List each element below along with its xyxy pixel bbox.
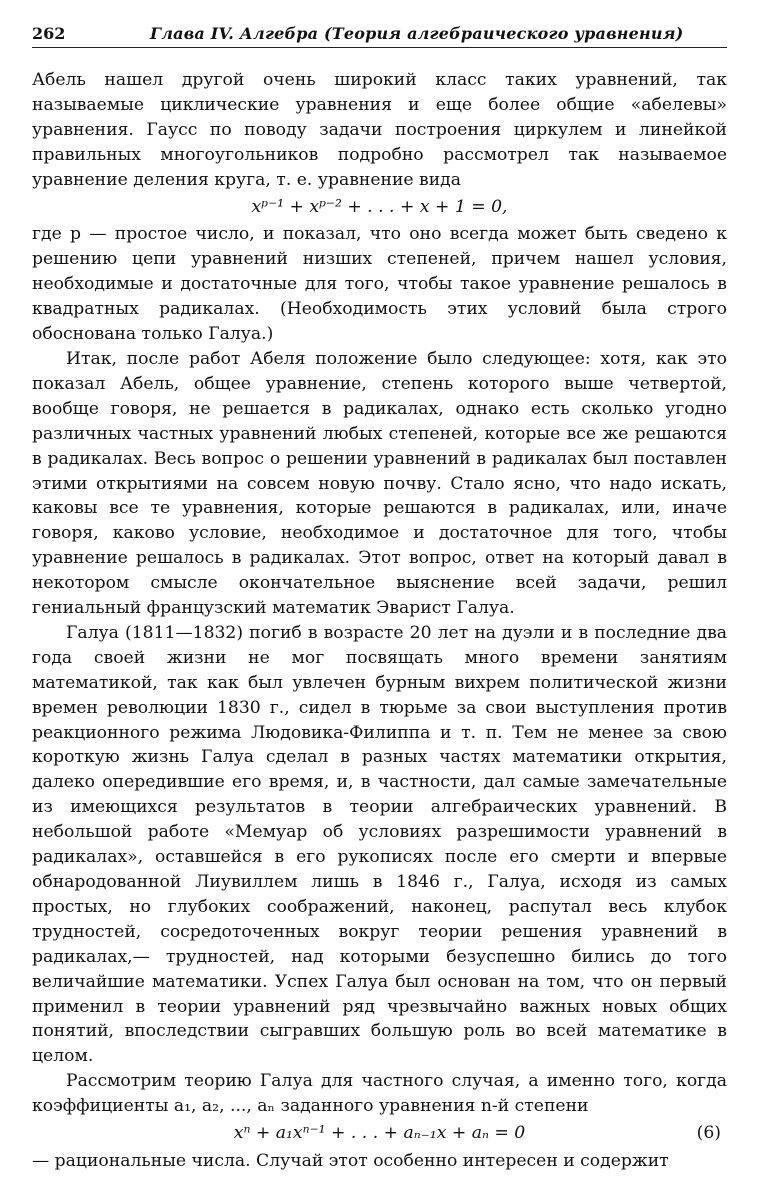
paragraph-5: Рассмотрим теорию Галуа для частного случая, а именно того, когда коэффициенты a₁, a₂, ..., aₙ заданного уравнения n-й степени [32, 1071, 727, 1117]
paragraph-1: Абель нашел другой очень широкий класс таких уравнений, так называемые циклические уравнения и еще более общие «абелевы» уравнения. Гаусс по поводу задачи построения циркулем и линейкой правильных многоугольников подробно рассмотрел так называемое уравнение деления круга, т. е. уравнение вида [32, 70, 727, 190]
paragraph-6: — рациональные числа. Случай этот особенно интересен и содержит [32, 1150, 669, 1171]
page-number: 262 [32, 24, 66, 43]
formula-6 [32, 1121, 727, 1146]
paragraph-3: Итак, после работ Абеля положение было следующее: хотя, как это показал Абель, общее уравнение, степень которого выше четвертой, вообще говоря, не решается в радикалах, однако есть сколько угодно различных частных уравнений любых степеней, которые все же решаются в радикалах. Весь вопрос о решении уравнений в радикалах был поставлен этими открытиями на совсем новую почву. Стало ясно, что надо искать, каковы все те уравнения, которые решаются в радикалах, или, иначе говоря, каково условие, необходимое и достаточное для того, чтобы уравнение решалось в радикалах. Этот вопрос, ответ на который давал в некотором смысле окончательное выяснение всей задачи, решил гениальный французский математик Эварист Галуа. [32, 348, 727, 619]
paragraph-2: где p — простое число, и показал, что оно всегда может быть сведено к решению цепи уравнений низших степеней, причем нашел условия, необходимые и достаточные для того, чтобы такое уравнение решалось в квадратных радикалах. (Необходимость этих условий была строго обоснована только Галуа.) [32, 224, 727, 345]
formula-6-number: (6) [696, 1123, 721, 1144]
page-body [32, 68, 727, 1174]
running-title: Глава IV. Алгебра (Теория алгебраического уравнения) [150, 24, 684, 43]
formula-cyclotomic: xᵖ⁻¹ + xᵖ⁻² + . . . + x + 1 = 0, [251, 196, 508, 217]
header-rule [32, 47, 727, 48]
formula-6-expression: xⁿ + a₁xⁿ⁻¹ + . . . + aₙ₋₁x + aₙ = 0 [233, 1123, 526, 1144]
paragraph-4: Галуа (1811—1832) погиб в возрасте 20 лет на дуэли и в последние два года своей жизни не мог посвящать много времени занятиям математикой, так как был увлечен бурным вихрем политической жизни времен революции 1830 г., сидел в тюрьме за свои выступления против реакционного режима Людовика-Филиппа и т. п. Тем не менее за свою короткую жизнь Галуа сделал в разных частях математики открытия, далеко опередившие его время, и, в частности, дал самые замечательные из имеющихся результатов в теории алгебраических уравнений. В небольшой работе «Мемуар об условиях разрешимости уравнений в радикалах», оставшейся в его рукописях после его смерти и впервые обнародованной Лиувиллем лишь в 1846 г., Галуа, исходя из самых простых, но глубоких соображений, наконец, распутал весь клубок трудностей, сосредоточенных вокруг теории решения уравнений в радикалах,— трудностей, над которыми безуспешно бились до того величайшие математики. Успех Галуа был основан на том, что он первый применил в теории уравнений ряд чрезвычайно важных новых общих понятий, впоследствии сыгравших большую роль во всей математике в целом. [32, 622, 727, 1067]
page-header [32, 24, 727, 46]
